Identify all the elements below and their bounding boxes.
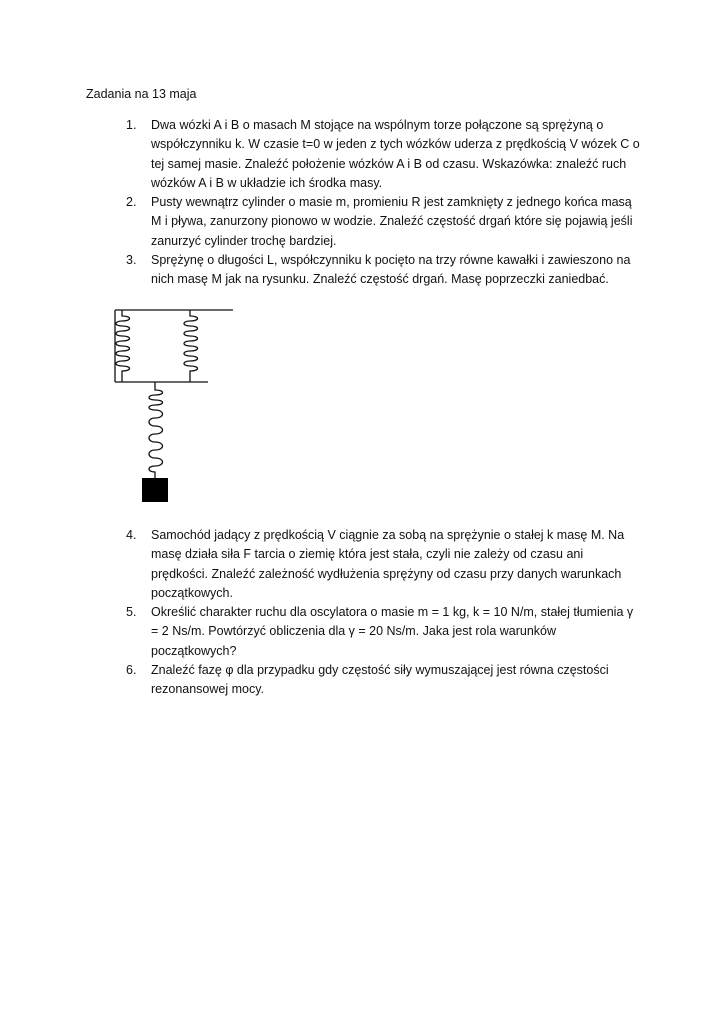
task-text: Sprężynę o długości L, współczynniku k pocięto na trzy równe kawałki i zawieszono na nich masę M jak na rysunku. Znaleźć częstość drgań. Masę poprzeczki zaniedbać. [151, 253, 631, 287]
spring-mass-figure [108, 304, 238, 510]
task-number: 5. [126, 605, 137, 620]
task-text: Samochód jadący z prędkością V ciągnie za sobą na sprężynie o stałej k masę M. Na masę działa siła F tarcia o ziemię która jest stała, czyli nie zależy od czasu ani prędkości. Znaleźć zależność wydłużenia sprężyny od czasu przy danych warunkach początkowych. [151, 528, 625, 600]
task-number: 6. [126, 663, 137, 678]
task-item [126, 661, 641, 700]
task-number: 3. [126, 253, 137, 268]
task-text: Pusty wewnątrz cylinder o masie m, promieniu R jest zamknięty z jednego końca masą M i pływa, zanurzony pionowo w wodzie. Znaleźć częstość drgań które się pojawią jeśli zanurzyć cylinder trochę bardziej. [151, 195, 633, 248]
left-spring [116, 310, 130, 382]
task-item [126, 603, 641, 661]
task-text: Określić charakter ruchu dla oscylatora o masie m = 1 kg, k = 10 N/m, stałej tłumienia γ = 2 Ns/m. Powtórzyć obliczenia dla γ = 20 Ns/m. Jaka jest rola warunków początkowych? [151, 605, 634, 658]
task-number: 4. [126, 528, 137, 542]
task-list-part1 [126, 116, 641, 290]
task-text: Dwa wózki A i B o masach M stojące na wspólnym torze połączone są sprężyną o współczynniku k. W czasie t=0 w jeden z tych wózków uderza z prędkością V wózek C o tej samej masie. Znaleźć położenie wózków A i B od czasu. Wskazówka: znaleźć ruch wózków A i B w układzie ich środka masy. [151, 118, 640, 190]
task-number: 1. [126, 118, 137, 132]
task-item [126, 193, 641, 251]
lower-spring [149, 382, 163, 478]
task-item [126, 526, 641, 603]
task-text: Znaleźć fazę φ dla przypadku gdy częstość siły wymuszającej jest równa częstości rezonansowej mocy. [151, 663, 609, 697]
task-item [126, 116, 641, 193]
right-spring [184, 310, 198, 382]
task-item [126, 251, 641, 290]
page-title: Zadania na 13 maja [86, 87, 197, 101]
task-number: 2. [126, 195, 137, 210]
task-list-part2 [126, 526, 641, 700]
hanging-mass [142, 478, 168, 502]
